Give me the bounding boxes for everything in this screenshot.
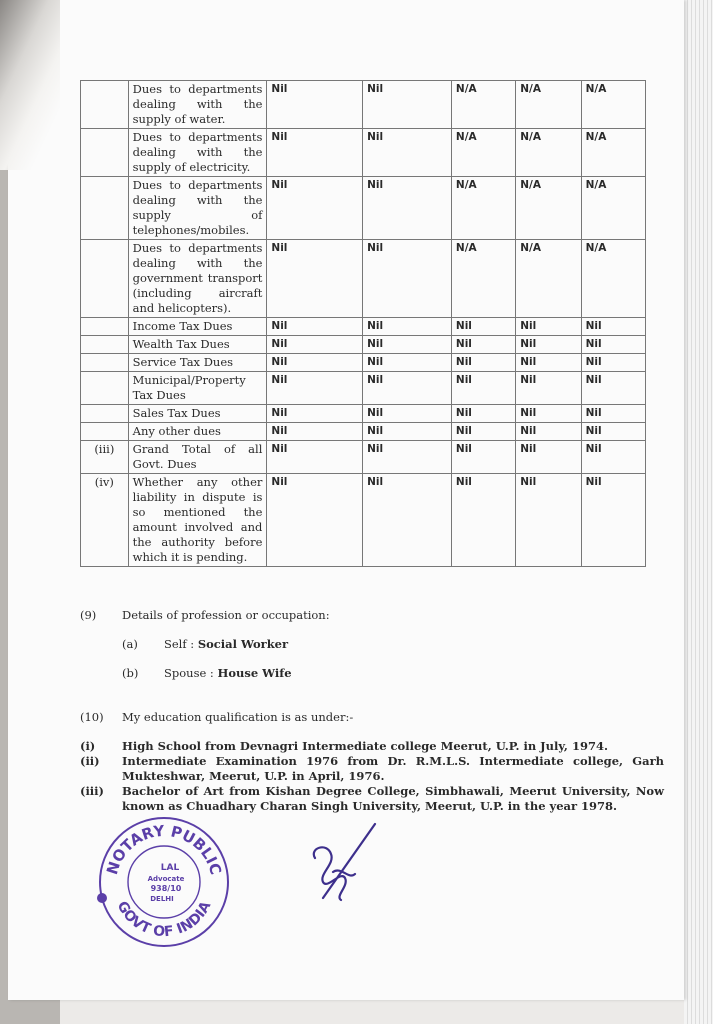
- row-description: Dues to departments dealing with the supply of telephones/mobiles.: [128, 177, 267, 240]
- value-cell: Nil: [581, 336, 645, 354]
- value-cell: Nil: [516, 441, 581, 474]
- row-number: (iv): [81, 474, 129, 567]
- education-item-number: (ii): [80, 754, 100, 768]
- value-cell: Nil: [363, 354, 452, 372]
- row-number: [81, 129, 129, 177]
- table-row: [81, 318, 646, 336]
- spouse-marker: (b): [122, 666, 139, 680]
- value-cell: Nil: [267, 441, 363, 474]
- table-row: [81, 405, 646, 423]
- value-cell: N/A: [516, 177, 581, 240]
- education-item-text: High School from Devnagri Intermediate college Meerut, U.P. in July, 1974.: [122, 739, 608, 753]
- table-row: [81, 441, 646, 474]
- row-description: Income Tax Dues: [128, 318, 267, 336]
- row-description: Dues to departments dealing with the government transport (including aircraft and helicopters).: [128, 240, 267, 318]
- education-item-number: (i): [80, 739, 96, 753]
- notary-seal: [96, 814, 232, 950]
- signature: [305, 820, 385, 910]
- value-cell: Nil: [267, 423, 363, 441]
- value-cell: Nil: [267, 240, 363, 318]
- value-cell: Nil: [363, 336, 452, 354]
- seal-bottom-text: GOVT OF INDIA: [113, 898, 215, 941]
- value-cell: Nil: [581, 372, 645, 405]
- table-row: [81, 336, 646, 354]
- value-cell: N/A: [581, 81, 645, 129]
- value-cell: N/A: [451, 240, 515, 318]
- spouse-label: Spouse :: [164, 666, 214, 680]
- self-value: Social Worker: [197, 637, 289, 651]
- section-10-number: (10): [80, 710, 104, 724]
- value-cell: Nil: [581, 474, 645, 567]
- seal-ink-blot: [97, 893, 107, 903]
- education-item-text: Bachelor of Art from Kishan Degree College, Simbhawali, Meerut University, Now known as Chuadhary Charan Singh University, Meerut, U.P. in the year 1978.: [122, 784, 664, 813]
- value-cell: Nil: [451, 372, 515, 405]
- value-cell: Nil: [363, 129, 452, 177]
- value-cell: N/A: [581, 129, 645, 177]
- value-cell: N/A: [516, 240, 581, 318]
- value-cell: Nil: [451, 441, 515, 474]
- self-marker: (a): [122, 637, 138, 651]
- seal-inner-line: Advocate: [147, 875, 185, 883]
- table-row: [81, 129, 646, 177]
- row-number: (iii): [81, 441, 129, 474]
- value-cell: Nil: [363, 405, 452, 423]
- section-9-heading: Details of profession or occupation:: [122, 608, 330, 622]
- value-cell: Nil: [581, 423, 645, 441]
- row-number: [81, 405, 129, 423]
- table-row: [81, 372, 646, 405]
- value-cell: Nil: [363, 441, 452, 474]
- row-description: Municipal/Property Tax Dues: [128, 372, 267, 405]
- value-cell: Nil: [516, 318, 581, 336]
- value-cell: Nil: [451, 474, 515, 567]
- value-cell: Nil: [516, 354, 581, 372]
- value-cell: N/A: [516, 81, 581, 129]
- value-cell: Nil: [516, 423, 581, 441]
- table-row: [81, 354, 646, 372]
- section-10-heading: My education qualification is as under:-: [122, 710, 354, 724]
- value-cell: Nil: [363, 240, 452, 318]
- row-description: Whether any other liability in dispute is so mentioned the amount involved and the authority before which it is pending.: [128, 474, 267, 567]
- row-number: [81, 318, 129, 336]
- value-cell: Nil: [363, 372, 452, 405]
- spouse-occupation: [164, 666, 292, 680]
- row-description: Grand Total of all Govt. Dues: [128, 441, 267, 474]
- row-description: Sales Tax Dues: [128, 405, 267, 423]
- value-cell: N/A: [451, 177, 515, 240]
- row-number: [81, 81, 129, 129]
- stacked-sheet-edges: [684, 0, 713, 1024]
- value-cell: N/A: [451, 129, 515, 177]
- value-cell: Nil: [267, 318, 363, 336]
- seal-inner-line: LAL: [160, 863, 180, 873]
- row-number: [81, 372, 129, 405]
- dues-table: [80, 80, 646, 567]
- seal-inner-line: DELHI: [150, 895, 174, 903]
- value-cell: Nil: [267, 129, 363, 177]
- table-row: [81, 240, 646, 318]
- value-cell: Nil: [363, 177, 452, 240]
- value-cell: Nil: [451, 354, 515, 372]
- self-label: Self :: [164, 637, 195, 651]
- spouse-value: House Wife: [217, 666, 292, 680]
- value-cell: Nil: [581, 441, 645, 474]
- value-cell: Nil: [363, 474, 452, 567]
- education-item-number: (iii): [80, 784, 104, 798]
- value-cell: Nil: [451, 318, 515, 336]
- seal-top-text: NOTARY PUBLIC: [102, 821, 225, 877]
- row-number: [81, 354, 129, 372]
- value-cell: Nil: [267, 177, 363, 240]
- value-cell: Nil: [267, 372, 363, 405]
- table-row: [81, 81, 646, 129]
- value-cell: N/A: [581, 177, 645, 240]
- table-row: [81, 423, 646, 441]
- row-number: [81, 336, 129, 354]
- value-cell: Nil: [267, 354, 363, 372]
- value-cell: Nil: [267, 81, 363, 129]
- value-cell: Nil: [451, 405, 515, 423]
- value-cell: Nil: [267, 336, 363, 354]
- value-cell: Nil: [363, 318, 452, 336]
- value-cell: Nil: [363, 81, 452, 129]
- value-cell: Nil: [581, 354, 645, 372]
- folded-corner: [0, 0, 60, 170]
- value-cell: Nil: [451, 336, 515, 354]
- row-number: [81, 423, 129, 441]
- seal-inner-line: 938/10: [150, 884, 182, 893]
- value-cell: Nil: [516, 405, 581, 423]
- value-cell: Nil: [516, 336, 581, 354]
- self-occupation: [164, 637, 288, 651]
- row-description: Any other dues: [128, 423, 267, 441]
- value-cell: Nil: [581, 318, 645, 336]
- table-row: [81, 474, 646, 567]
- education-item-text: Intermediate Examination 1976 from Dr. R.M.L.S. Intermediate college, Garh Mukteshwar, Meerut, U.P. in April, 1976.: [122, 754, 664, 783]
- value-cell: Nil: [267, 474, 363, 567]
- row-description: Dues to departments dealing with the supply of electricity.: [128, 129, 267, 177]
- value-cell: Nil: [516, 474, 581, 567]
- value-cell: N/A: [581, 240, 645, 318]
- row-description: Service Tax Dues: [128, 354, 267, 372]
- row-description: Dues to departments dealing with the supply of water.: [128, 81, 267, 129]
- row-number: [81, 240, 129, 318]
- value-cell: Nil: [451, 423, 515, 441]
- value-cell: Nil: [581, 405, 645, 423]
- section-9-number: (9): [80, 608, 97, 622]
- table-row: [81, 177, 646, 240]
- value-cell: Nil: [363, 423, 452, 441]
- row-description: Wealth Tax Dues: [128, 336, 267, 354]
- value-cell: Nil: [516, 372, 581, 405]
- value-cell: N/A: [451, 81, 515, 129]
- row-number: [81, 177, 129, 240]
- value-cell: N/A: [516, 129, 581, 177]
- value-cell: Nil: [267, 405, 363, 423]
